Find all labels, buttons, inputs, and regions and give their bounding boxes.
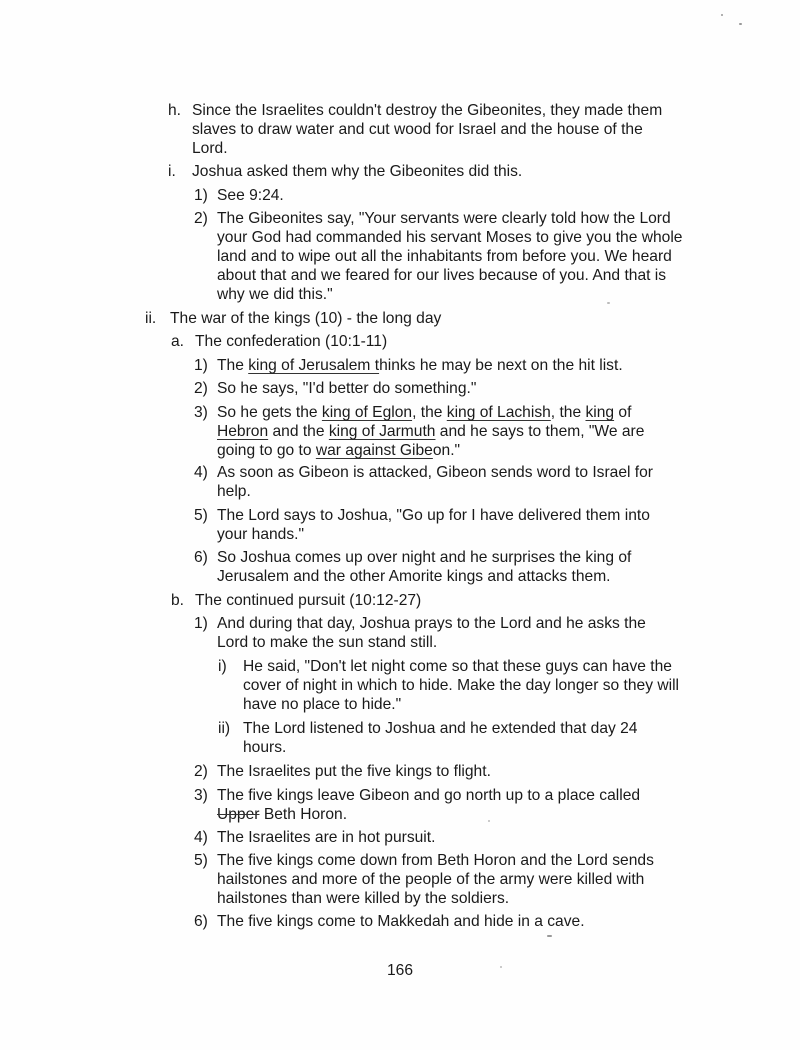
list-marker: 6) [194,549,208,566]
item-text [195,591,720,610]
text-segment: on." [432,442,461,459]
text-line: Lord to make the sun stand still. [217,634,438,651]
text-segment: and the [268,423,329,440]
text-segment: The [217,357,249,374]
list-marker: 6) [194,913,208,930]
text-line [217,441,720,460]
list-marker: b. [171,592,185,609]
list-marker: 1) [194,187,208,204]
text-line: Jerusalem and the other Amorite kings and attacks them. [217,568,611,585]
text-line: land and to wipe out all the inhabitants from before you. We heard [217,248,672,265]
text-line: The Lord says to Joshua, "Go up for I have delivered them into [217,507,650,524]
text-line: The Israelites are in hot pursuit. [217,829,436,846]
text-segment: Beth Horon. [259,806,348,823]
text-line: See 9:24. [217,187,284,204]
list-marker: 5) [194,852,208,869]
text-line: The continued pursuit (10:12-27) [195,592,422,609]
text-segment: going to go to [217,442,316,459]
item-text [217,851,720,908]
item-text [217,912,720,931]
text-line: The Gibeonites say, "Your servants were clearly told how the Lord [217,210,671,227]
text-line: why we did this." [217,286,333,303]
text-segment: hinks he may be next on the hit list. [379,357,623,374]
item-text [217,786,720,824]
text-line: have no place to hide." [243,696,402,713]
scan-speck [500,966,502,968]
list-marker: 1) [194,357,208,374]
item-text [192,162,720,181]
item-text [243,657,720,714]
handwritten-underline: king of Jarmuth [328,423,436,440]
list-marker: a. [171,333,185,350]
item-text [170,309,720,328]
handwritten-underline: Hebron [217,423,269,440]
text-segment: of [614,404,632,421]
text-line: The confederation (10:1-11) [195,333,388,350]
item-text [217,463,720,501]
text-line: So Joshua comes up over night and he surprises the king of [217,549,632,566]
list-marker: 3) [194,787,208,804]
text-line: The Lord listened to Joshua and he extended that day 24 [243,720,638,737]
text-line: The five kings come down from Beth Horon and the Lord sends [217,852,654,869]
item-text [195,332,720,351]
text-line: Since the Israelites couldn't destroy the Gibeonites, they made them [192,102,663,119]
scan-speck [721,14,723,16]
scan-speck [607,302,610,304]
list-marker: 4) [194,829,208,846]
text-line: As soon as Gibeon is attacked, Gibeon sends word to Israel for [217,464,653,481]
struck-through-text: Upper [217,806,260,823]
text-line: So he says, "I'd better do something." [217,380,477,397]
item-text [217,186,720,205]
list-marker: ii) [218,720,231,737]
scan-speck [488,820,490,822]
text-line: Lord. [192,140,228,157]
handwritten-underline: king of Eglon [321,404,413,421]
item-text [217,209,720,304]
text-line [217,805,720,824]
item-text [217,379,720,398]
list-marker: 1) [194,615,208,632]
list-marker: 2) [194,763,208,780]
text-line: The war of the kings (10) - the long day [170,310,442,327]
text-segment: The five kings leave Gibeon and go north up to a place called [217,787,641,804]
list-marker: 3) [194,404,208,421]
text-line: The Israelites put the five kings to flight. [217,763,491,780]
list-marker: ii. [145,310,157,327]
item-text [217,614,720,652]
item-text [217,403,720,460]
handwritten-underline: war against Gibe [315,442,433,459]
list-marker: h. [168,102,182,119]
item-text [217,506,720,544]
list-marker: i) [218,658,227,675]
text-line: He said, "Don't let night come so that these guys can have the [243,658,672,675]
text-line: The five kings come to Makkedah and hide in a cave. [217,913,585,930]
list-marker: 4) [194,464,208,481]
text-line [217,786,720,805]
text-line: help. [217,483,251,500]
item-text [192,101,720,158]
text-line: slaves to draw water and cut wood for Israel and the house of the [192,121,643,138]
text-line: hours. [243,739,287,756]
text-segment: and he says to them, "We are [435,423,645,440]
list-marker: i. [168,163,176,180]
list-marker: 5) [194,507,208,524]
text-segment: , the [412,404,447,421]
text-line: cover of night in which to hide. Make the day longer so they will [243,677,679,694]
text-line: And during that day, Joshua prays to the Lord and he asks the [217,615,646,632]
item-text [217,548,720,586]
handwritten-underline: king of Jerusalem t [248,357,380,374]
item-text [243,719,720,757]
text-line: Joshua asked them why the Gibeonites did this. [192,163,523,180]
page-number: 166 [386,962,414,979]
item-text [217,762,720,781]
text-segment: , the [550,404,586,421]
item-text [217,356,720,375]
list-marker: 2) [194,380,208,397]
item-text [217,828,720,847]
text-line [217,403,720,422]
text-line: about that and we feared for our lives because of you. And that is [217,267,667,284]
handwritten-underline: king of Lachish [446,404,551,421]
text-line: your God had commanded his servant Moses to give you the whole [217,229,683,246]
list-marker: 2) [194,210,208,227]
text-line: your hands." [217,526,305,543]
text-segment: So he gets the [217,404,322,421]
text-line [217,356,720,375]
scan-speck [739,23,742,25]
text-line: hailstones and more of the people of the army were killed with [217,871,645,888]
text-line: hailstones than were killed by the soldiers. [217,890,510,907]
handwritten-underline: king [585,404,615,421]
scan-speck [547,935,552,937]
text-line [217,422,720,441]
